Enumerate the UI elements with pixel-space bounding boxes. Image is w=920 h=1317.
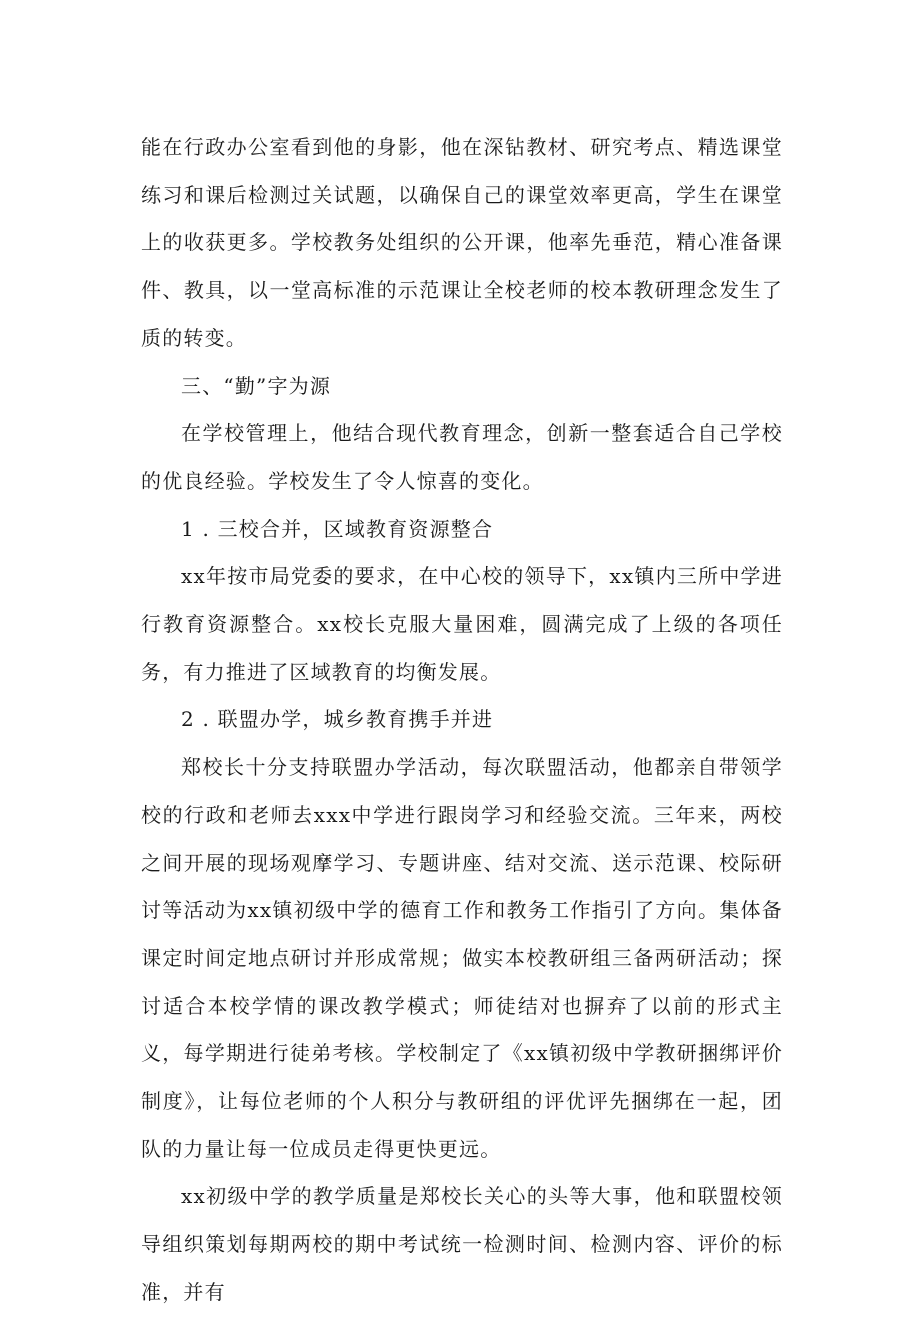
document-body [141, 124, 783, 1317]
section-heading-3: 三、“勤”字为源 [181, 373, 332, 398]
paragraph-quality: xx初级中学的教学质量是郑校长关心的头等大事，他和联盟校领导组织策划每期两校的期中考试统一检测时间、检测内容、评价的标准，并有 [141, 1184, 783, 1304]
subheading-2: 2 . 联盟办学，城乡教育携手并进 [181, 707, 494, 732]
subheading-1: 1 . 三校合并，区域教育资源整合 [181, 516, 494, 541]
paragraph-continued: 能在行政办公室看到他的身影，他在深钻教材、研究考点、精选课堂练习和课后检测过关试题，以确保自己的课堂效率更高，学生在课堂上的收获更多。学校教务处组织的公开课，他率先垂范，精心准备课件、教具，以一堂高标准的示范课让全校老师的校本教研理念发生了质的转变。 [141, 135, 783, 350]
paragraph-merger: xx年按市局党委的要求，在中心校的领导下，xx镇内三所中学进行教育资源整合。xx校长克服大量困难，圆满完成了上级的各项任务，有力推进了区域教育的均衡发展。 [141, 564, 783, 684]
paragraph-alliance: 郑校长十分支持联盟办学活动，每次联盟活动，他都亲自带领学校的行政和老师去xxx中学进行跟岗学习和经验交流。三年来，两校之间开展的现场观摩学习、专题讲座、结对交流、送示范课、校际研讨等活动为xx镇初级中学的德育工作和教务工作指引了方向。集体备课定时间定地点研讨并形成常规；做实本校教研组三备两研活动；探讨适合本校学情的课改教学模式；师徒结对也摒弃了以前的形式主义，每学期进行徒弟考核。学校制定了《xx镇初级中学教研捆绑评价制度》，让每位老师的个人积分与教研组的评优评先捆绑在一起，团队的力量让每一位成员走得更快更远。 [141, 755, 783, 1161]
paragraph-management: 在学校管理上，他结合现代教育理念，创新一整套适合自己学校的优良经验。学校发生了令人惊喜的变化。 [141, 421, 783, 493]
